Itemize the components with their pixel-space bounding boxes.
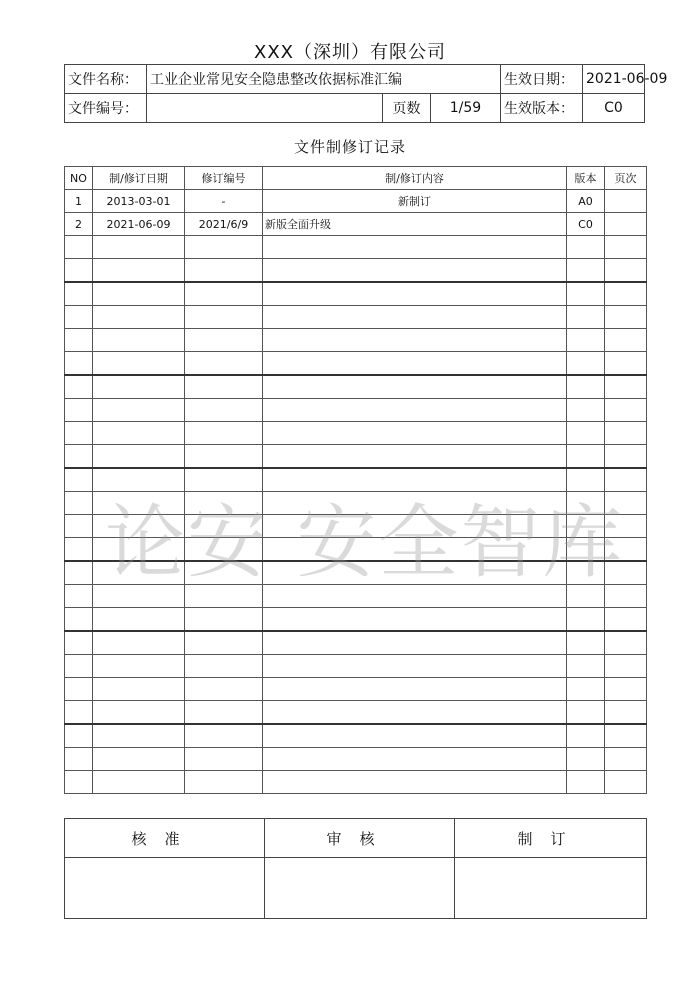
empty-cell bbox=[263, 724, 567, 748]
empty-cell bbox=[185, 375, 263, 399]
empty-cell bbox=[567, 468, 605, 492]
empty-cell bbox=[567, 492, 605, 515]
empty-cell bbox=[93, 585, 185, 608]
empty-cell bbox=[93, 352, 185, 376]
approve-label: 核准 bbox=[65, 819, 265, 858]
empty-cell bbox=[185, 561, 263, 585]
empty-cell bbox=[93, 538, 185, 562]
empty-cell bbox=[567, 748, 605, 771]
empty-cell bbox=[93, 701, 185, 725]
revision-table-header bbox=[65, 167, 647, 190]
table-row-empty bbox=[65, 771, 647, 794]
empty-cell bbox=[65, 329, 93, 352]
empty-cell bbox=[263, 492, 567, 515]
file-name-value: 工业企业常见安全隐患整改依据标准汇编 bbox=[147, 65, 501, 94]
file-no-value bbox=[147, 94, 383, 123]
empty-cell bbox=[567, 352, 605, 376]
empty-cell bbox=[263, 538, 567, 562]
row-rev-no: - bbox=[185, 190, 263, 213]
empty-cell bbox=[263, 631, 567, 655]
row-rev-no: 2021/6/9 bbox=[185, 213, 263, 236]
empty-cell bbox=[605, 352, 647, 376]
empty-cell bbox=[567, 538, 605, 562]
empty-cell bbox=[65, 399, 93, 422]
empty-cell bbox=[65, 468, 93, 492]
empty-cell bbox=[605, 655, 647, 678]
empty-cell bbox=[185, 259, 263, 283]
empty-cell bbox=[185, 608, 263, 632]
empty-cell bbox=[605, 375, 647, 399]
empty-cell bbox=[567, 561, 605, 585]
empty-cell bbox=[605, 561, 647, 585]
empty-cell bbox=[605, 329, 647, 352]
empty-cell bbox=[263, 468, 567, 492]
revision-section-title: 文件制修订记录 bbox=[293, 138, 406, 156]
version-value: C0 bbox=[583, 94, 645, 123]
empty-cell bbox=[263, 375, 567, 399]
col-content: 制/修订内容 bbox=[263, 167, 567, 190]
col-rev-no: 修订编号 bbox=[185, 167, 263, 190]
table-row-empty bbox=[65, 375, 647, 399]
table-row-empty bbox=[65, 422, 647, 445]
empty-cell bbox=[185, 771, 263, 794]
row-page bbox=[605, 190, 647, 213]
empty-cell bbox=[65, 259, 93, 283]
empty-cell bbox=[185, 585, 263, 608]
empty-cell bbox=[185, 329, 263, 352]
table-row-empty bbox=[65, 468, 647, 492]
empty-cell bbox=[263, 701, 567, 725]
empty-cell bbox=[65, 724, 93, 748]
empty-cell bbox=[567, 259, 605, 283]
approve-signature-cell bbox=[65, 858, 265, 919]
row-date: 2013-03-01 bbox=[93, 190, 185, 213]
empty-cell bbox=[605, 608, 647, 632]
empty-cell bbox=[185, 515, 263, 538]
col-no: NO bbox=[65, 167, 93, 190]
col-date: 制/修订日期 bbox=[93, 167, 185, 190]
col-version: 版本 bbox=[567, 167, 605, 190]
empty-cell bbox=[65, 375, 93, 399]
empty-cell bbox=[65, 608, 93, 632]
empty-cell bbox=[605, 585, 647, 608]
empty-cell bbox=[185, 445, 263, 469]
table-row-empty bbox=[65, 515, 647, 538]
pages-label: 页数 bbox=[383, 94, 431, 123]
empty-cell bbox=[605, 748, 647, 771]
table-row-empty bbox=[65, 585, 647, 608]
empty-cell bbox=[263, 282, 567, 306]
empty-cell bbox=[65, 585, 93, 608]
empty-cell bbox=[185, 748, 263, 771]
empty-cell bbox=[93, 399, 185, 422]
table-row-empty bbox=[65, 399, 647, 422]
empty-cell bbox=[93, 306, 185, 329]
empty-cell bbox=[65, 515, 93, 538]
empty-cell bbox=[605, 399, 647, 422]
effective-date-value: 2021-06-09 bbox=[583, 65, 645, 94]
table-row-empty bbox=[65, 748, 647, 771]
empty-cell bbox=[93, 724, 185, 748]
row-page bbox=[605, 213, 647, 236]
empty-cell bbox=[185, 538, 263, 562]
table-row-empty bbox=[65, 445, 647, 469]
empty-cell bbox=[567, 329, 605, 352]
table-row bbox=[65, 190, 647, 213]
prepare-label: 制订 bbox=[455, 819, 647, 858]
empty-cell bbox=[65, 306, 93, 329]
empty-cell bbox=[185, 701, 263, 725]
empty-cell bbox=[263, 655, 567, 678]
empty-cell bbox=[93, 468, 185, 492]
empty-cell bbox=[93, 608, 185, 632]
row-content: 新制订 bbox=[263, 190, 567, 213]
empty-cell bbox=[93, 445, 185, 469]
company-name: XXX（深圳）有限公司 bbox=[254, 42, 446, 63]
empty-cell bbox=[93, 329, 185, 352]
empty-cell bbox=[567, 306, 605, 329]
empty-cell bbox=[567, 236, 605, 259]
document-header-table bbox=[64, 64, 668, 123]
empty-cell bbox=[567, 445, 605, 469]
empty-cell bbox=[93, 748, 185, 771]
empty-cell bbox=[263, 585, 567, 608]
empty-cell bbox=[605, 538, 647, 562]
empty-cell bbox=[185, 236, 263, 259]
prepare-signature-cell bbox=[455, 858, 647, 919]
empty-cell bbox=[263, 748, 567, 771]
revision-table bbox=[64, 166, 647, 794]
empty-cell bbox=[65, 538, 93, 562]
empty-cell bbox=[93, 631, 185, 655]
empty-cell bbox=[605, 515, 647, 538]
table-row-empty bbox=[65, 282, 647, 306]
empty-cell bbox=[567, 399, 605, 422]
empty-cell bbox=[263, 515, 567, 538]
empty-cell bbox=[605, 771, 647, 794]
table-row-empty bbox=[65, 561, 647, 585]
empty-cell bbox=[567, 655, 605, 678]
empty-cell bbox=[65, 748, 93, 771]
empty-cell bbox=[263, 678, 567, 701]
empty-cell bbox=[185, 492, 263, 515]
empty-cell bbox=[605, 701, 647, 725]
empty-cell bbox=[605, 422, 647, 445]
effective-date-label: 生效日期： bbox=[501, 65, 583, 94]
empty-cell bbox=[65, 492, 93, 515]
row-version: A0 bbox=[567, 190, 605, 213]
empty-cell bbox=[65, 445, 93, 469]
empty-cell bbox=[65, 282, 93, 306]
table-row-empty bbox=[65, 655, 647, 678]
empty-cell bbox=[185, 282, 263, 306]
row-date: 2021-06-09 bbox=[93, 213, 185, 236]
review-signature-cell bbox=[265, 858, 455, 919]
empty-cell bbox=[93, 422, 185, 445]
row-version: C0 bbox=[567, 213, 605, 236]
empty-cell bbox=[567, 771, 605, 794]
table-row-empty bbox=[65, 608, 647, 632]
table-row bbox=[65, 213, 647, 236]
empty-cell bbox=[185, 678, 263, 701]
empty-cell bbox=[65, 701, 93, 725]
empty-cell bbox=[185, 306, 263, 329]
empty-cell bbox=[185, 399, 263, 422]
empty-cell bbox=[185, 468, 263, 492]
file-no-label: 文件编号： bbox=[65, 94, 147, 123]
empty-cell bbox=[93, 771, 185, 794]
empty-cell bbox=[185, 655, 263, 678]
table-row-empty bbox=[65, 538, 647, 562]
empty-cell bbox=[567, 282, 605, 306]
empty-cell bbox=[93, 561, 185, 585]
empty-cell bbox=[605, 259, 647, 283]
row-no: 1 bbox=[65, 190, 93, 213]
table-row-empty bbox=[65, 352, 647, 376]
table-row-empty bbox=[65, 701, 647, 725]
empty-cell bbox=[605, 724, 647, 748]
table-row-empty bbox=[65, 236, 647, 259]
table-row-empty bbox=[65, 631, 647, 655]
table-row-empty bbox=[65, 492, 647, 515]
signature-table bbox=[64, 818, 647, 919]
empty-cell bbox=[65, 422, 93, 445]
empty-cell bbox=[605, 282, 647, 306]
empty-cell bbox=[65, 678, 93, 701]
empty-cell bbox=[65, 771, 93, 794]
empty-cell bbox=[567, 608, 605, 632]
empty-cell bbox=[567, 422, 605, 445]
empty-cell bbox=[185, 631, 263, 655]
empty-cell bbox=[605, 306, 647, 329]
empty-cell bbox=[263, 561, 567, 585]
empty-cell bbox=[93, 259, 185, 283]
table-row-empty bbox=[65, 724, 647, 748]
empty-cell bbox=[185, 352, 263, 376]
empty-cell bbox=[605, 492, 647, 515]
empty-cell bbox=[263, 236, 567, 259]
empty-cell bbox=[93, 236, 185, 259]
table-row-empty bbox=[65, 306, 647, 329]
empty-cell bbox=[567, 724, 605, 748]
empty-cell bbox=[263, 306, 567, 329]
row-no: 2 bbox=[65, 213, 93, 236]
empty-cell bbox=[93, 375, 185, 399]
empty-cell bbox=[605, 631, 647, 655]
empty-cell bbox=[567, 701, 605, 725]
file-name-label: 文件名称： bbox=[65, 65, 147, 94]
empty-cell bbox=[93, 492, 185, 515]
empty-cell bbox=[263, 445, 567, 469]
empty-cell bbox=[93, 282, 185, 306]
review-label: 审核 bbox=[265, 819, 455, 858]
version-label: 生效版本： bbox=[501, 94, 583, 123]
empty-cell bbox=[567, 631, 605, 655]
empty-cell bbox=[65, 561, 93, 585]
table-row-empty bbox=[65, 678, 647, 701]
row-content: 新版全面升级 bbox=[263, 213, 567, 236]
empty-cell bbox=[65, 655, 93, 678]
empty-cell bbox=[567, 515, 605, 538]
empty-cell bbox=[605, 236, 647, 259]
table-row-empty bbox=[65, 329, 647, 352]
watermark: 论安 安全智库 bbox=[105, 496, 625, 589]
empty-cell bbox=[567, 375, 605, 399]
empty-cell bbox=[185, 724, 263, 748]
empty-cell bbox=[605, 468, 647, 492]
empty-cell bbox=[263, 422, 567, 445]
empty-cell bbox=[65, 631, 93, 655]
col-page: 页次 bbox=[605, 167, 647, 190]
pages-value: 1/59 bbox=[431, 94, 501, 123]
empty-cell bbox=[93, 678, 185, 701]
empty-cell bbox=[605, 678, 647, 701]
empty-cell bbox=[65, 236, 93, 259]
empty-cell bbox=[263, 771, 567, 794]
empty-cell bbox=[263, 608, 567, 632]
table-row-empty bbox=[65, 259, 647, 283]
empty-cell bbox=[263, 329, 567, 352]
empty-cell bbox=[93, 655, 185, 678]
empty-cell bbox=[65, 352, 93, 376]
empty-cell bbox=[567, 585, 605, 608]
empty-cell bbox=[93, 515, 185, 538]
empty-cell bbox=[263, 352, 567, 376]
empty-cell bbox=[185, 422, 263, 445]
empty-cell bbox=[263, 399, 567, 422]
empty-cell bbox=[567, 678, 605, 701]
empty-cell bbox=[263, 259, 567, 283]
empty-cell bbox=[605, 445, 647, 469]
